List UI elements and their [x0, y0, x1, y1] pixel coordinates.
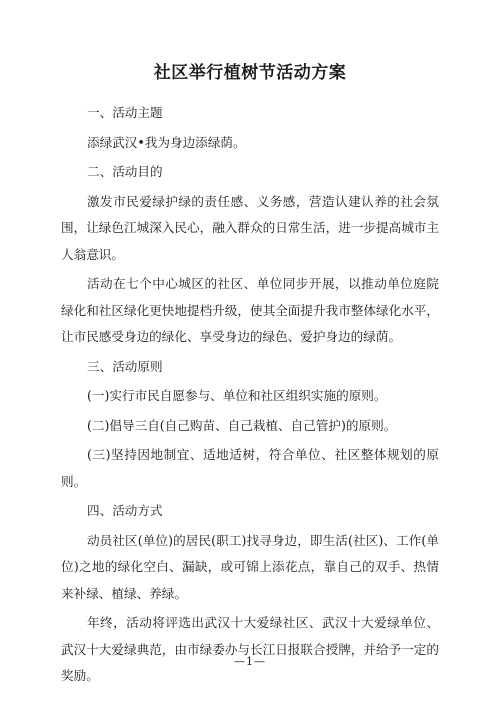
section-heading-purpose: 二、活动目的 [87, 164, 163, 179]
section-heading-theme: 一、活动主题 [87, 105, 163, 120]
principle-item-3: (三)坚持因地制宜、适地适树，符合单位、社区整体规划的原则。 [61, 447, 439, 489]
method-paragraph-1: 动员社区(单位)的居民(职工)找寻身边，即生活(社区)、工作(单位)之地的绿化空白、漏缺，或可锦上添花点，靠自己的双手、热情来补绿、植绿、养绿。 [61, 532, 439, 601]
principle-item-2: (二)倡导三自(自己购苗、自己栽植、自己管护)的原则。 [87, 417, 397, 433]
purpose-paragraph-2: 活动在七个中心城区的社区、单位同步开展，以推动单位庭院绿化和社区绿化更快地提档升级，使其全面提升我市整体绿化水平，让市民感受身边的绿化、享受身边的绿色、爱护身边的绿荫。 [61, 276, 439, 344]
document-body [61, 100, 439, 693]
section-heading-principles: 三、活动原则 [87, 358, 163, 374]
principle-item-1: (一)实行市民自愿参与、单位和社区组织实施的原则。 [87, 388, 387, 403]
method-paragraph-2: 年终，活动将评选出武汉十大爱绿社区、武汉十大爱绿单位、武汉十大爱绿典范，由市绿委办与长江日报联合授牌，并给予一定的奖励。 [61, 615, 439, 683]
document-title: 社区举行植树节活动方案 [153, 63, 347, 83]
section-heading-method: 四、活动方式 [87, 503, 163, 518]
theme-text: 添绿武汉•我为身边添绿荫。 [87, 134, 246, 150]
page-number: —1— [234, 655, 266, 668]
purpose-paragraph-1: 激发市民爱绿护绿的责任感、义务感，营造认建认养的社会氛围，让绿色江城深入民心，融入群众的日常生活，进一步提高城市主人翁意识。 [61, 193, 439, 262]
